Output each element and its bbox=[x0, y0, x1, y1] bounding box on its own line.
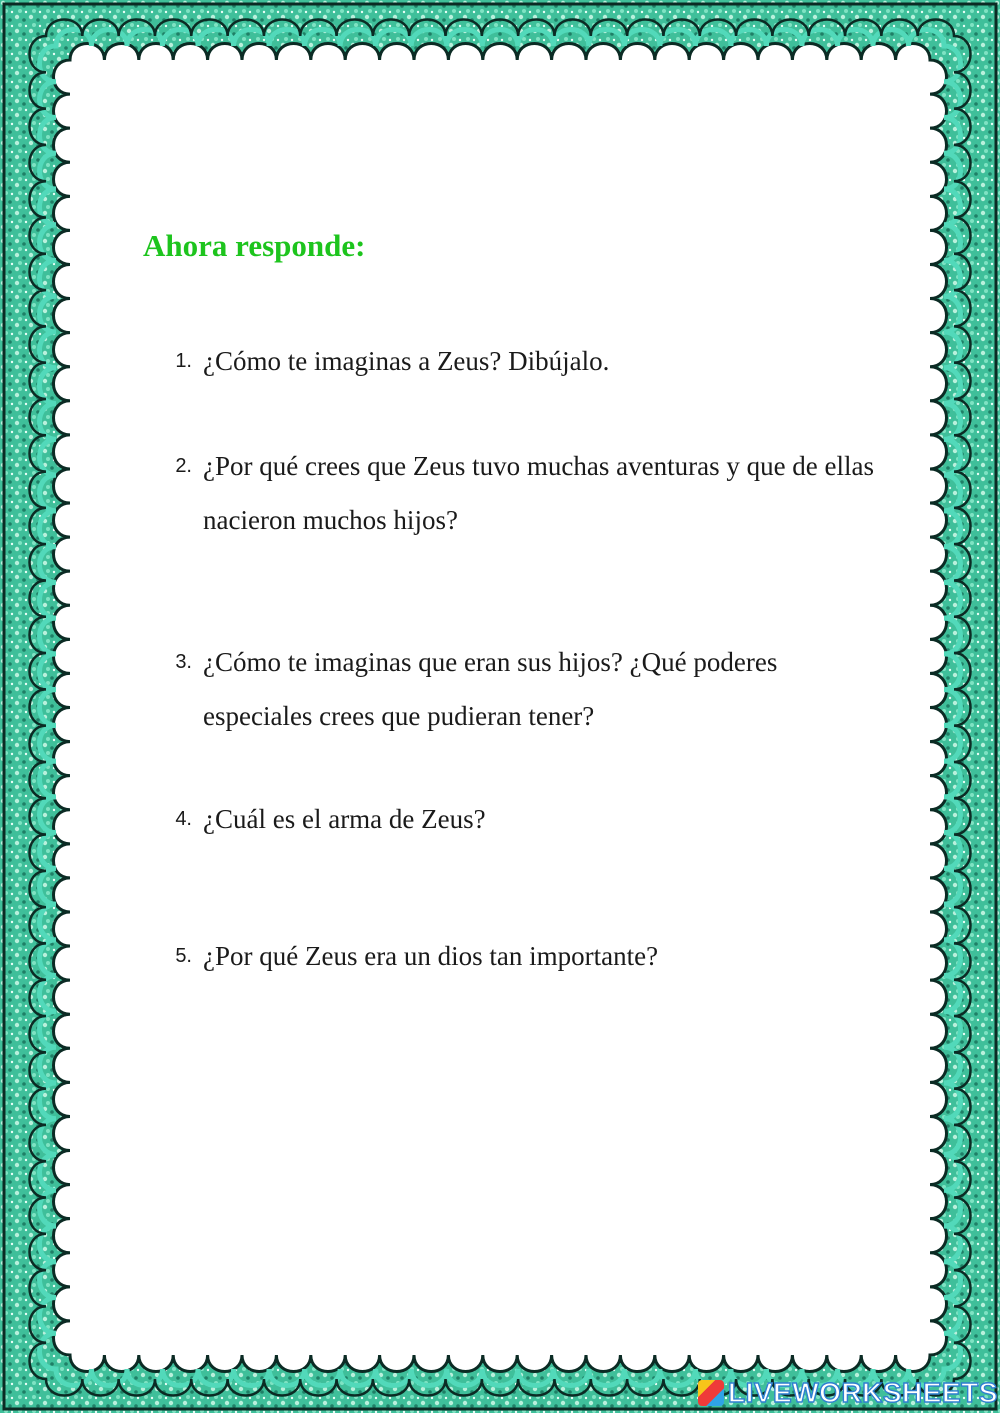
question-text: ¿Cómo te imaginas que eran sus hijos? ¿Qué poderes especiales crees que pudieran tener? bbox=[203, 647, 778, 731]
question-text: ¿Cuál es el arma de Zeus? bbox=[203, 804, 486, 834]
question-text: ¿Cómo te imaginas a Zeus? Dibújalo. bbox=[203, 346, 610, 376]
page-heading: Ahora responde: bbox=[143, 228, 366, 263]
question-text: ¿Por qué Zeus era un dios tan importante? bbox=[203, 941, 659, 971]
question-number: 3. bbox=[175, 651, 192, 673]
watermark-text: LIVEWORKSHEETS bbox=[728, 1377, 998, 1408]
question-text: ¿Por qué crees que Zeus tuvo muchas aventuras y que de ellas nacieron muchos hijos? bbox=[203, 451, 875, 535]
question-number: 2. bbox=[175, 455, 192, 477]
question-number: 4. bbox=[175, 808, 192, 830]
logo-badge-icon bbox=[698, 1380, 724, 1406]
question-number: 1. bbox=[175, 350, 192, 372]
question-number: 5. bbox=[175, 945, 192, 967]
liveworksheets-logo bbox=[698, 1376, 998, 1410]
